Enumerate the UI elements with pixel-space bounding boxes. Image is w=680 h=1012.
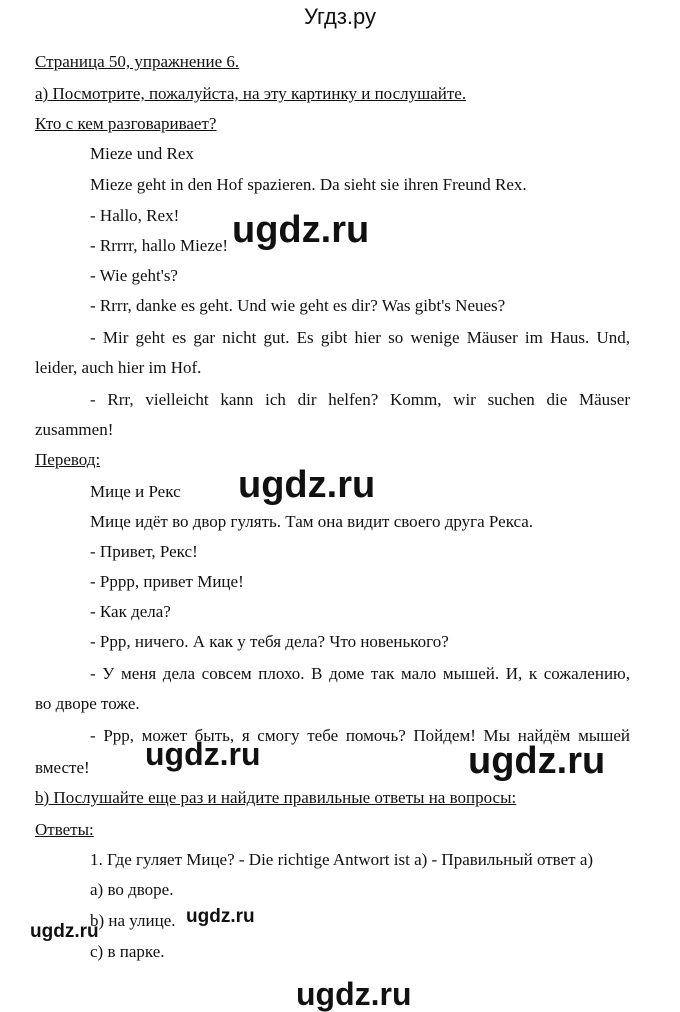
watermark: ugdz.ru (232, 209, 370, 251)
german-line-1: - Hallo, Rex! (90, 206, 180, 225)
german-line-3: - Wie geht's? (90, 266, 178, 285)
site-title: Угдз.ру (303, 4, 377, 29)
german-title: Mieze und Rex (90, 144, 194, 163)
translation-label: Перевод: (35, 450, 101, 469)
russian-line-5a: - У меня дела совсем плохо. В доме так мало мышей. И, к сожалению, (90, 664, 630, 683)
german-intro: Mieze geht in den Hof spazieren. Da sieht sie ihren Freund Rex. (90, 175, 527, 194)
russian-line-2: - Рррр, привет Мице! (90, 572, 244, 591)
russian-title: Мице и Рекс (90, 482, 181, 501)
option-c: с) в парке. (90, 942, 165, 961)
russian-line-4: - Ррр, ничего. А как у тебя дела? Что новенького? (90, 632, 449, 651)
russian-intro: Мице идёт во двор гулять. Там она видит своего друга Рекса. (90, 512, 534, 531)
russian-line-6a: - Ррр, может быть, я смогу тебе помочь? Пойдем! Мы найдём мышей (90, 726, 630, 745)
russian-line-3: - Как дела? (90, 602, 171, 621)
option-b: b) на улице. (90, 911, 176, 930)
german-line-5a: - Mir geht es gar nicht gut. Es gibt hier so wenige Mäuser im Haus. Und, (90, 328, 630, 347)
task-a-question: Кто с кем разговаривает? (35, 114, 217, 133)
watermark: ugdz.ru (186, 906, 255, 927)
watermark: ugdz.ru (468, 740, 606, 782)
russian-line-1: - Привет, Рекс! (90, 542, 198, 561)
watermark: ugdz.ru (238, 464, 376, 506)
option-a: а) во дворе. (90, 880, 174, 899)
question-1: 1. Где гуляет Мице? - Die richtige Antwort ist a) - Правильный ответ а) (90, 850, 594, 869)
german-line-6a: - Rrr, vielleicht kann ich dir helfen? Komm, wir suchen die Mäuser (90, 390, 630, 409)
watermark: ugdz.ru (145, 736, 261, 772)
task-a-instruction: а) Посмотрите, пожалуйста, на эту картинку и послушайте. (35, 84, 467, 103)
german-line-4: - Rrrr, danke es geht. Und wie geht es dir? Was gibt's Neues? (90, 296, 506, 315)
task-b-instruction: b) Послушайте еще раз и найдите правильные ответы на вопросы: (35, 788, 517, 807)
german-line-6b: zusammen! (35, 420, 114, 439)
watermark: ugdz.ru (296, 976, 412, 1012)
german-line-5b: leider, auch hier im Hof. (35, 358, 202, 377)
russian-line-6b: вместе! (35, 758, 90, 777)
russian-line-5b: во дворе тоже. (35, 694, 140, 713)
exercise-heading: Страница 50, упражнение 6. (35, 52, 240, 71)
answers-label: Ответы: (35, 820, 94, 839)
watermark: ugdz.ru (30, 921, 99, 942)
german-line-2: - Rrrrr, hallo Mieze! (90, 236, 229, 255)
